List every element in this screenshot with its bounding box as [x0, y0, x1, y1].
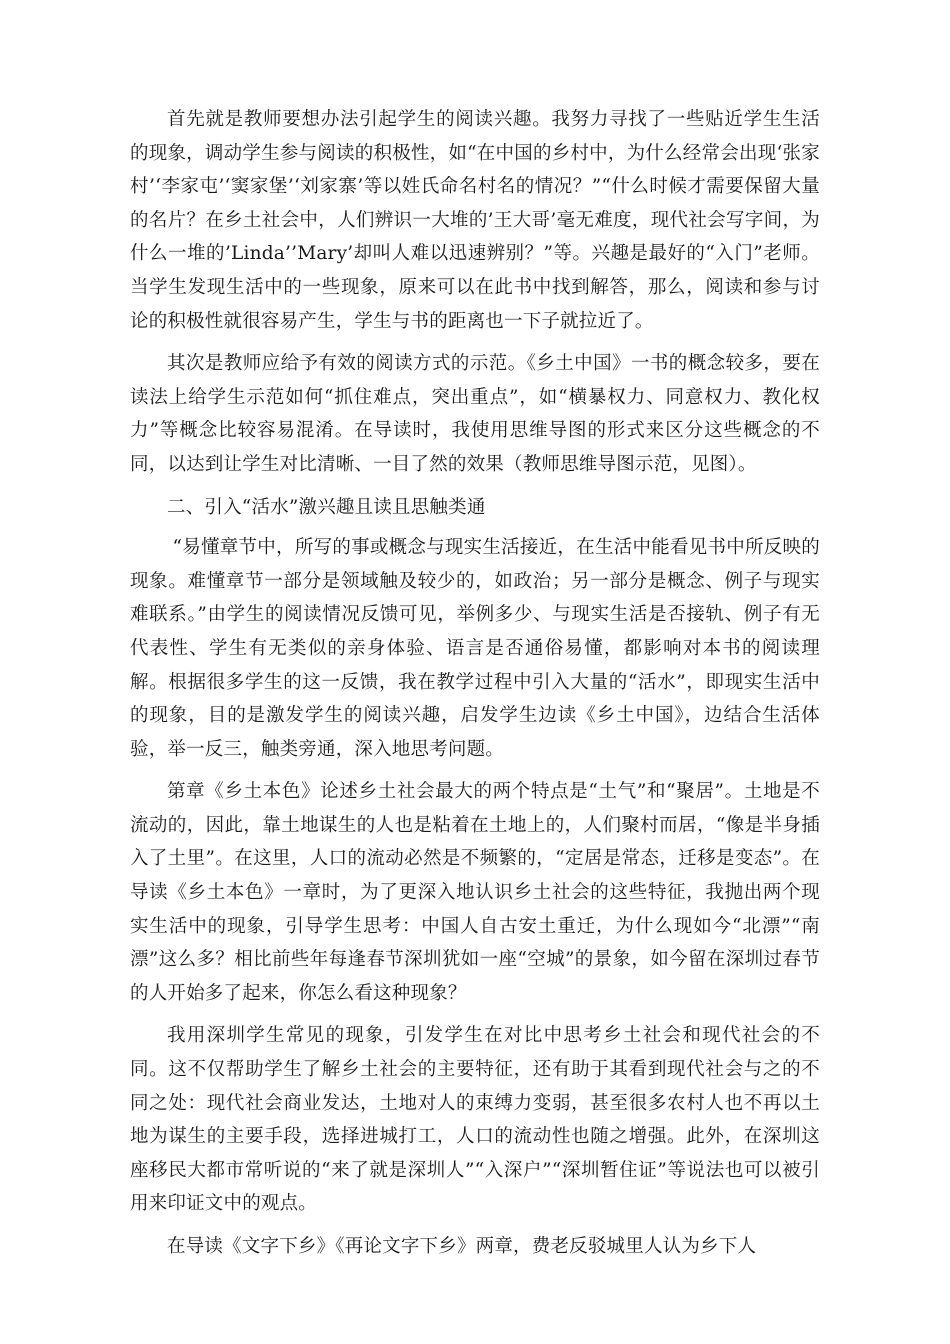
document-body [130, 103, 820, 1273]
paragraph-reading-interest: 首先就是教师要想办法引起学生的阅读兴趣。我努力寻找了一些贴近学生生活的现象，调动学生参与阅读的积极性，如“在中国的乡村中，为什么经常会出现‘张家村’‘李家屯’‘窦家堡’‘刘家寨’等以姓氏命名村名的情况？”“什么时候才需要保留大量的名片？在乡土社会中，人们辨识一大堆的’王大哥’毫无难度，现代社会写字间，为什么一堆的’Linda’’Mary’却叫人难以迅速辨别？”等。兴趣是最好的“入门”老师。当学生发现生活中的一些现象，原来可以在此书中找到解答，那么，阅读和参与讨论的积极性就很容易产生，学生与书的距离也一下子就拉近了。 [130, 109, 820, 332]
paragraph-reading-demonstration: 其次是教师应给予有效的阅读方式的示范。《乡土中国》一书的概念较多，要在读法上给学生示范如何“抓住难点，突出重点”，如“横暴权力、同意权力、教化权力”等概念比较容易混淆。在导读时，我使用思维导图的形式来区分这些概念的不同，以达到让学生对比清晰、一目了然的效果（教师思维导图示范，见图）。 [130, 353, 820, 475]
section-heading: 二、引入“活水”激兴趣且读且思触类通 [167, 496, 486, 518]
paragraph-student-feedback: “易懂章节中，所写的事或概念与现实生活接近，在生活中能看见书中所反映的现象。难懂章节一部分是领域触及较少的，如政治；另一部分是概念、例子与现实难联系。”由学生的阅读情况反馈可见，举例多少、与现实生活是否接轨、例子有无代表性、学生有无类似的亲身体验、语言是否通俗易懂，都影响对本书的阅读理解。根据很多学生的这一反馈，我在教学过程中引入大量的“活水”，即现实生活中的现象，目的是激发学生的阅读兴趣，启发学生边读《乡土中国》，边结合生活体验，举一反三，触类旁通，深入地思考问题。 [130, 537, 820, 760]
paragraph-wenzi-xiaxiang: 在导读《文字下乡》《再论文字下乡》两章，费老反驳城里人认为乡下人 [167, 1236, 757, 1257]
paragraph-shenzhen-comparison: 我用深圳学生常见的现象，引发学生在对比中思考乡土社会和现代社会的不同。这不仅帮助学生了解乡土社会的主要特征，还有助于其看到现代社会与之的不同之处：现代社会商业发达，土地对人的束缚力变弱，甚至很多农村人也不再以土地为谋生的主要手段，选择进城打工，人口的流动性也随之增强。此外，在深圳这座移民大都市常听说的“来了就是深圳人”“入深户”“深圳暂住证”等说法也可以被引用来印证文中的观点。 [130, 1025, 820, 1215]
paragraph-xiangtu-bense: 第章《乡土本色》论述乡土社会最大的两个特点是“土气”和“聚居”。土地是不流动的，因此，靠土地谋生的人也是粘着在土地上的，人们聚村而居，“像是半身插入了土里”。在这里，人口的流动必然是不频繁的，“定居是常态，迁移是变态”。在导读《乡土本色》一章时，为了更深入地认识乡土社会的这些特征，我抛出两个现实生活中的现象，引导学生思考：中国人自古安土重迁，为什么现如今“北漂”“南漂”这么多？相比前些年每逢春节深圳犹如一座“空城”的景象，如今留在深圳过春节的人开始多了起来，你怎么看这种现象？ [130, 781, 820, 1004]
